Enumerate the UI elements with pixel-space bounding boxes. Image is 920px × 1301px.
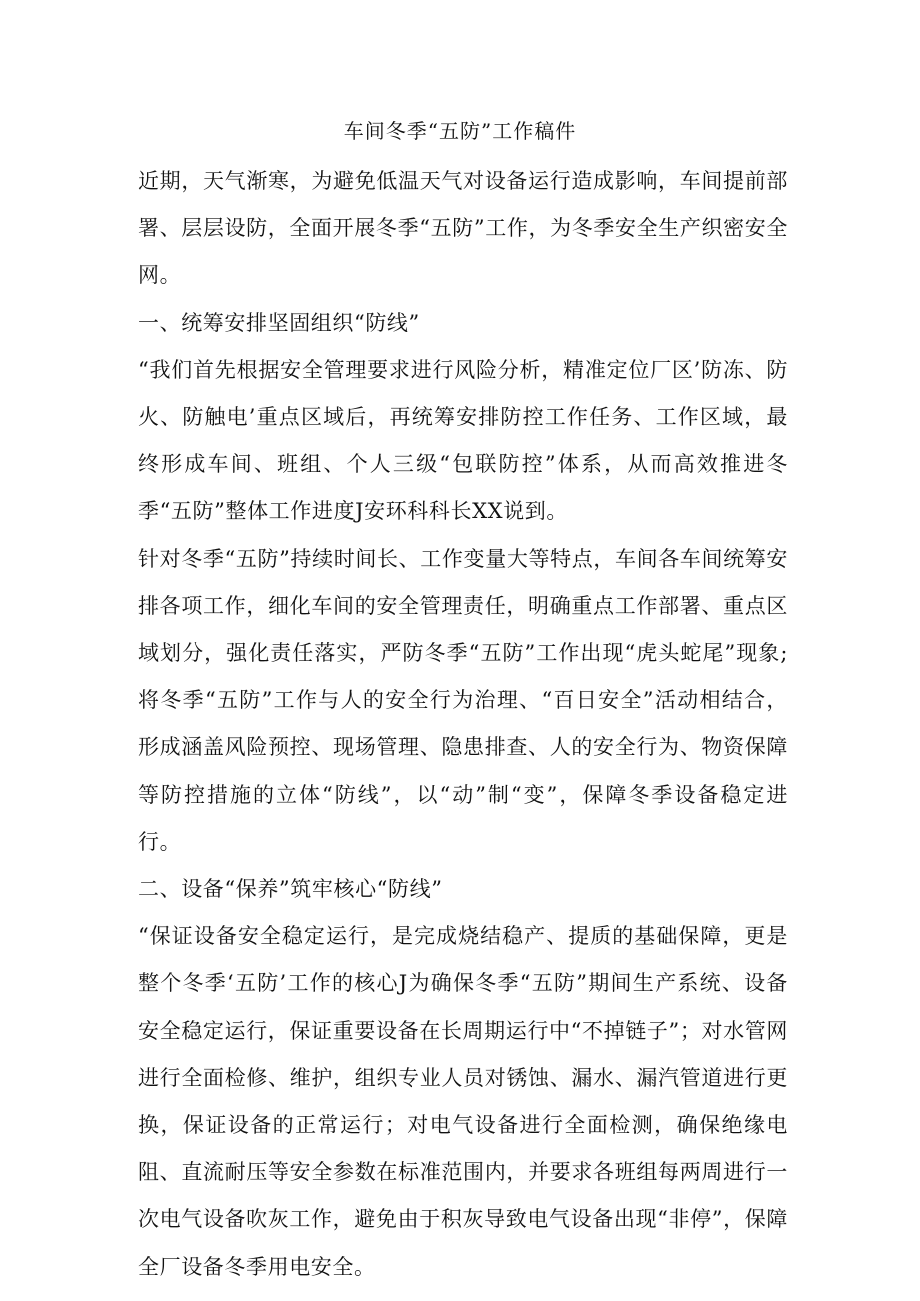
paragraph-quote-1: “我们首先根据安全管理要求进行风险分析，精准定位厂区’防冻、防火、防触电’重点区域后，再统筹安排防控工作任务、工作区域，最终形成车间、班组、个人三级“包联防控”体系，从而高效推进冬季“五防”整体工作进度J安环科科长XX说到。 [138, 357, 788, 524]
paragraph-measures: 针对冬季“五防”持续时间长、工作变量大等特点，车间各车间统筹安排各项工作，细化车间的安全管理责任，明确重点工作部署、重点区域划分，强化责任落实，严防冬季“五防”工作出现“虎头蛇尾”现象;将冬季“五防”工作与人的安全行为治理、“百日安全”活动相结合，形成涵盖风险预控、现场管理、隐患排查、人的安全行为、物资保障等防控措施的立体“防线”，以“动”制“变”，保障冬季设备稳定进行。 [138, 546, 788, 854]
document-title: 车间冬季“五防”工作稿件 [343, 119, 577, 143]
document-body [138, 158, 788, 1291]
section-heading-1: 一、统筹安排坚固组织“防线” [138, 310, 420, 335]
section-heading-2: 二、设备“保养”筑牢核心“防线” [138, 877, 443, 902]
paragraph-intro: 近期，天气渐寒，为避免低温天气对设备运行造成影响，车间提前部署、层层设防，全面开展冬季“五防”工作，为冬季安全生产织密安全网。 [138, 169, 788, 288]
paragraph-equipment: “保证设备安全稳定运行，是完成烧结稳产、提质的基础保障，更是整个冬季‘五防’工作的核心J为确保冬季“五防”期间生产系统、设备安全稳定运行，保证重要设备在长周期运行中“不掉链子”；对水管网进行全面检修、维护，组织专业人员对锈蚀、漏水、漏汽管道进行更换，保证设备的正常运行；对电气设备进行全面检测，确保绝缘电阻、直流耐压等安全参数在标准范围内，并要求各班组每两周进行一次电气设备吹灰工作，避免由于积灰导致电气设备出现“非停”，保障全厂设备冬季用电安全。 [138, 924, 788, 1279]
